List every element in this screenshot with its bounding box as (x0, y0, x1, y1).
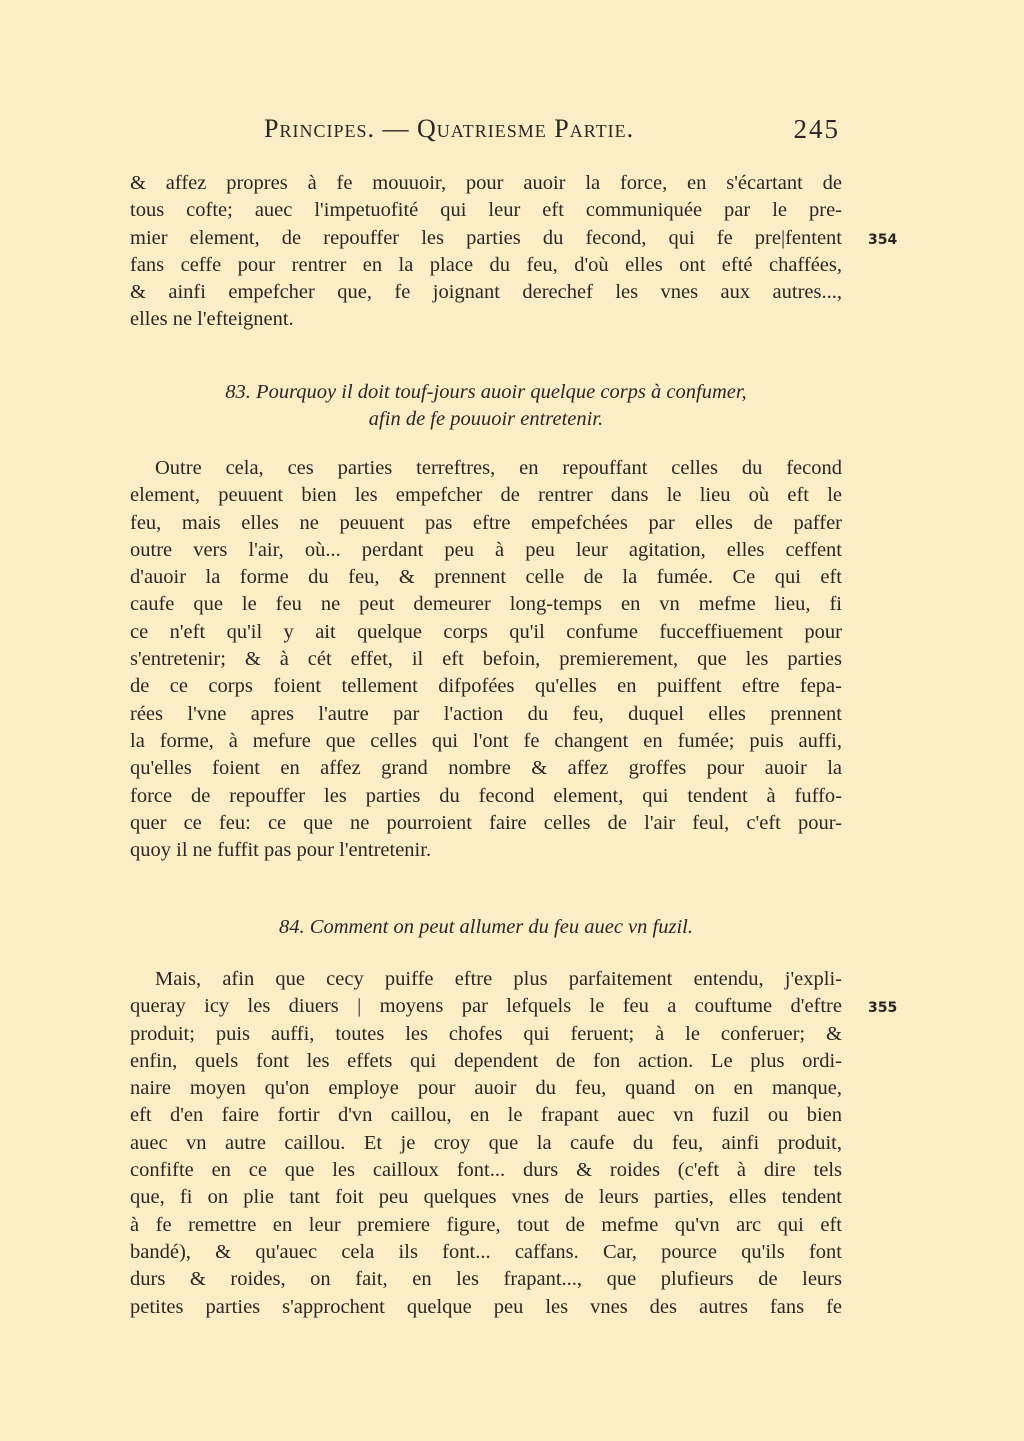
text-line: & affez propres à fe mouuoir, pour auoir la force, en s'écartant de (130, 172, 842, 194)
text-line: la forme, à mefure que celles qui l'ont fe changent en fumée; puis auffi, (130, 729, 842, 752)
text-line: element, peuuent bien les empefcher de rentrer dans le lieu où eft le (130, 484, 842, 507)
text-line: bandé), & qu'auec cela ils font... caffans. Car, pource qu'ils font (130, 1240, 842, 1263)
running-title: Principes. — Quatriesme Partie. (264, 114, 635, 143)
text-line: Outre cela, ces parties terreftres, en repouffant celles du fecond (155, 457, 842, 479)
text-line: confifte en ce que les cailloux font... durs & roides (c'eft à dire tels (130, 1159, 842, 1182)
text-line: Mais, afin que cecy puiffe eftre plus parfaitement entendu, j'expli- (155, 968, 842, 990)
text-line: à fe remettre en leur premiere figure, tout de mefme qu'vn arc qui eft (130, 1213, 842, 1236)
text-line: durs & roides, on fait, en les frapant..., que plufieurs de leurs (130, 1268, 842, 1291)
text-line: que, fi on plie tant foit peu quelques vnes de leurs parties, elles tendent (130, 1186, 842, 1209)
paragraph-2 (130, 455, 842, 864)
text-line: de ce corps foient tellement difpofées qu'elles en puiffent eftre fepa- (130, 675, 842, 698)
text-line: qu'elles foient en affez grand nombre & affez groffes pour auoir la (130, 757, 842, 780)
text-line: eft d'en faire fortir d'vn caillou, en le frapant auec vn fuzil ou bien (130, 1104, 842, 1127)
text-line: ce n'eft qu'il y ait quelque corps qu'il confume fucceffiuement pour (130, 620, 842, 643)
text-line: force de repouffer les parties du fecond element, qui tendent à fuffo- (130, 784, 842, 807)
text-line: quer ce feu: ce que ne pourroient faire celles de l'air feul, c'eft pour- (130, 811, 842, 834)
section-heading-84 (130, 914, 842, 941)
text-line: outre vers l'air, où... perdant peu à peu leur agitation, elles ceffent (130, 538, 842, 561)
heading-line: 84. Comment on peut allumer du feu auec vn fuzil. (279, 916, 693, 938)
page-number: 245 (793, 114, 840, 144)
heading-line: afin de fe pouuoir entretenir. (368, 408, 604, 431)
text-line: & ainfi empefcher que, fe joignant derechef les vnes aux autres..., (130, 281, 842, 304)
text-line: tous cofte; auec l'impetuofité qui leur eft communiquée par le pre- (130, 199, 842, 222)
heading-line: 83. Pourquoy il doit touf-jours auoir quelque corps à confumer, (225, 381, 747, 403)
text-line: mier element, de repouffer les parties du fecond, qui fe pre|fentent (130, 226, 842, 249)
text-line: naire moyen qu'on employe pour auoir du feu, quand on en manque, (130, 1077, 842, 1100)
margin-note-354: 354 (868, 232, 898, 248)
text-line: queray icy les diuers | moyens par lefquels le feu a couftume d'eftre (130, 995, 842, 1018)
paragraph-3 (130, 966, 842, 1321)
text-line: s'entretenir; & à cét effet, il eft befoin, premierement, que les parties (130, 648, 842, 671)
text-line: fans ceffe pour rentrer en la place du feu, d'où elles ont efté chaffées, (130, 253, 842, 276)
running-head (130, 114, 844, 154)
text-line: elles ne l'efteignent. (130, 308, 294, 331)
paragraph-1 (130, 170, 842, 334)
section-heading-83 (130, 379, 842, 434)
text-line: feu, mais elles ne peuuent pas eftre empefchées par elles de paffer (130, 511, 842, 534)
text-line: auec vn autre caillou. Et je croy que la caufe du feu, ainfi produit, (130, 1131, 842, 1154)
text-line: quoy il ne fuffit pas pour l'entretenir. (130, 839, 432, 862)
text-line: d'auoir la forme du feu, & prennent celle de la fumée. Ce qui eft (130, 566, 842, 589)
text-line: petites parties s'approchent quelque peu les vnes des autres fans fe (130, 1295, 842, 1318)
text-line: produit; puis auffi, toutes les chofes qui feruent; à le conferuer; & (130, 1022, 842, 1045)
text-line: caufe que le feu ne peut demeurer long-temps en vn mefme lieu, fi (130, 593, 842, 616)
text-line: rées l'vne apres l'autre par l'action du feu, duquel elles prennent (130, 702, 842, 725)
text-line: enfin, quels font les effets qui dependent de fon action. Le plus ordi- (130, 1049, 842, 1072)
margin-note-355: 355 (868, 1000, 898, 1016)
